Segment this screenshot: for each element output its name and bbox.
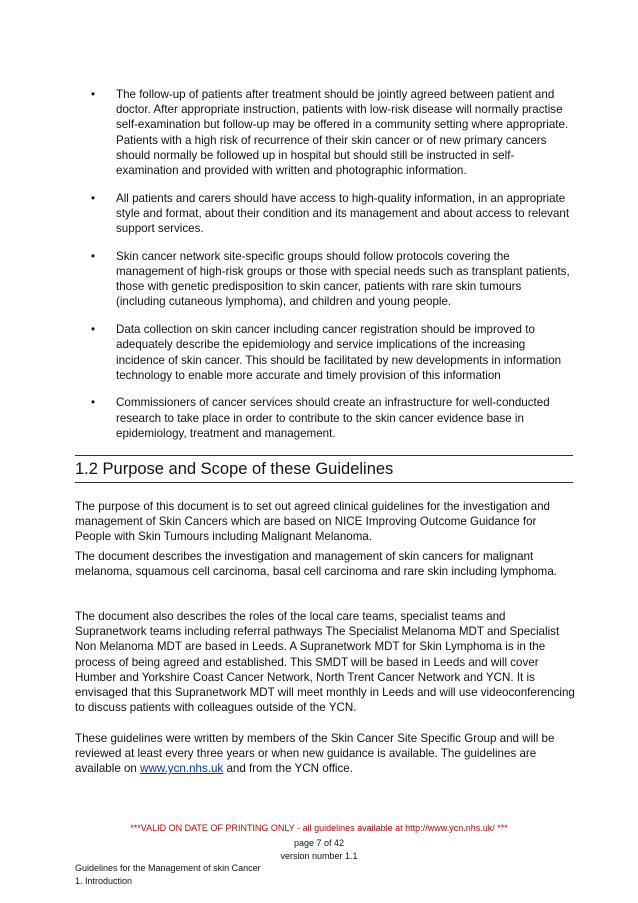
bullet-text: Data collection on skin cancer including cancer registration should be improved to adequately describe the epidemiology and service implications of the increasing incidence of skin cancer. This should be facilitated by new developments in information technology to enable more accurate and timely provision of this information [116, 323, 562, 382]
section-bottom-rule [75, 482, 573, 483]
validity-notice: ***VALID ON DATE OF PRINTING ONLY - all guidelines available at http://www.ycn.nhs.uk/ *** [130, 823, 508, 833]
paragraph-roles: The document also describes the roles of the local care teams, specialist teams and Supranetwork teams including referral pathways The Specialist Melanoma MDT and Specialist Non Melanoma MDT are based in Leeds. A Supranetwork MDT for Skin Lymphoma is in the process of being agreed and established. This SMDT will be based in Leeds and will cover Humber and Yorkshire Coast Cancer Network, North Trent Cancer Network and YCN. It is envisaged that this Supranetwork MDT will meet monthly in Leeds and will use videoconferencing to discuss patients with colleagues outside of the YCN. [75, 610, 575, 715]
page-number: page 7 of 42 [293, 838, 345, 848]
footer-chapter: 1. Introduction [75, 876, 133, 886]
section-top-rule [75, 455, 573, 456]
section-heading: 1.2 Purpose and Scope of these Guidelines [75, 460, 394, 478]
bullet-icon: • [91, 396, 96, 410]
bullet-icon: • [91, 249, 96, 263]
bullet-icon: • [91, 88, 96, 101]
paragraph-scope: The document describes the investigation and management of skin cancers for malignant melanoma, squamous cell carcinoma, basal cell carcinoma and rare skin including lymphoma. [75, 550, 558, 579]
bullet-text: The follow-up of patients after treatment should be jointly agreed between patient and doctor. After appropriate instruction, patients with low-risk disease will normally practise self-examination but follow-up may be offered in a community setting where appropriate. Patients with a high risk of recurrence of their skin cancer or of new primary cancers should normally be followed up in hospital but should still be instructed in self-examination and provided with written and photographic information. [116, 88, 569, 178]
list-item [91, 249, 574, 310]
ycn-website-link[interactable]: www.ycn.nhs.uk [140, 762, 224, 776]
list-item [91, 395, 574, 441]
availability-text: These guidelines were written by members of the Skin Cancer Site Specific Group and will be reviewed at least every three years or when new guidance is available. The guidelines are available on [75, 732, 555, 776]
paragraph-purpose: The purpose of this document is to set out agreed clinical guidelines for the investigation and management of Skin Cancers which are based on NICE Improving Outcome Guidance for People with Skin Tumours including Malignant Melanoma. [75, 500, 550, 544]
availability-text-end: and from the YCN office. [223, 762, 353, 776]
bullet-text: Skin cancer network site-specific groups should follow protocols covering the management of high-risk groups or those with special needs such as transplant patients, those with genetic predisposition to skin cancer, patients with rare skin tumours (including cutaneous lymphoma), and children and young people. [116, 249, 570, 309]
version-number: version number 1.1 [280, 851, 358, 861]
paragraph-availability [75, 731, 575, 777]
footer-document-title: Guidelines for the Management of skin Cancer [75, 863, 261, 873]
list-item [91, 87, 574, 178]
bullet-text: All patients and carers should have access to high-quality information, in an appropriate style and format, about their condition and its management and about access to relevant support services. [116, 191, 570, 236]
bullet-list [91, 87, 574, 454]
bullet-text: Commissioners of cancer services should create an infrastructure for well-conducted research to take place in order to contribute to the skin cancer evidence base in epidemiology, treatment and management. [116, 396, 550, 440]
bullet-icon: • [91, 191, 96, 205]
list-item [91, 322, 574, 383]
list-item [91, 191, 574, 237]
bullet-icon: • [91, 323, 96, 337]
